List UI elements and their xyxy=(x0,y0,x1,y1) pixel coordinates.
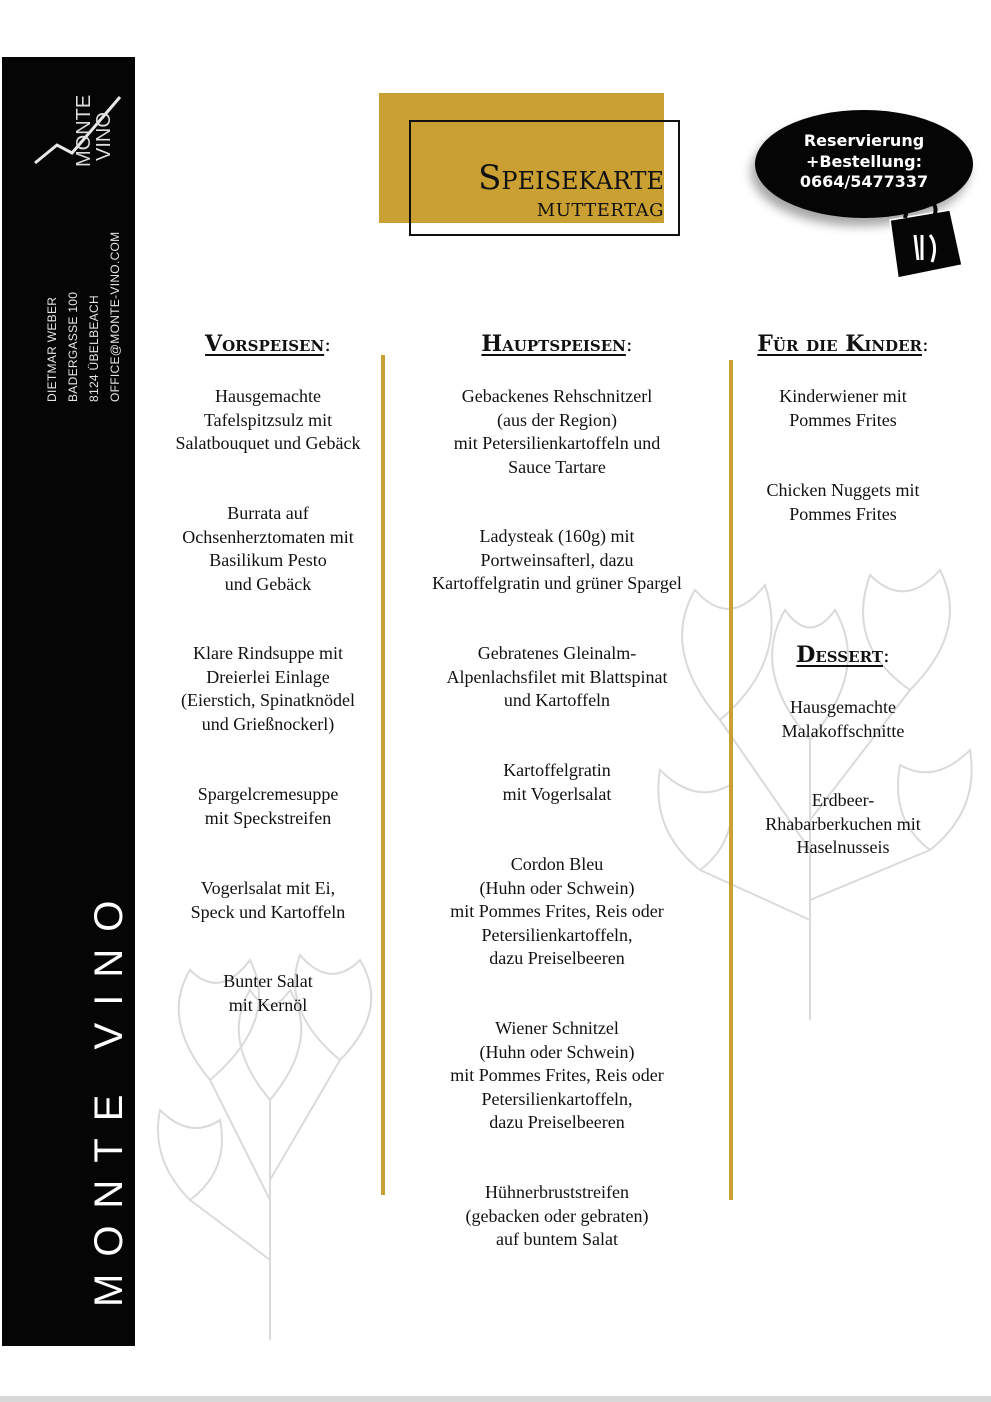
hauptspeise-item: Gebackenes Rehschnitzerl (aus der Region) mit Petersilienkartoffeln und Sauce Tartare xyxy=(453,386,661,477)
dessert-item: Hausgemachte Malakoffschnitte xyxy=(781,697,905,741)
hauptspeise-item: Gebratenes Gleinalm- Alpenlachsfilet mit Blattspinat und Kartoffeln xyxy=(446,643,668,710)
page-subtitle: MUTTERTAG xyxy=(536,200,664,221)
shopping-bag-icon xyxy=(880,190,965,280)
reservation-line2: +Bestellung: xyxy=(805,152,923,171)
vorspeise-item: Hausgemachte Tafelspitzsulz mit Salatbouquet und Gebäck xyxy=(175,386,361,453)
reservation-line1: Reservierung xyxy=(803,131,925,150)
column-divider-left xyxy=(381,355,385,1195)
hauptspeise-item: Wiener Schnitzel (Huhn oder Schwein) mit Pommes Frites, Reis oder Petersilienkartoffeln, dazu Preiselbeeren xyxy=(450,1018,664,1132)
svg-text:VINO: VINO xyxy=(93,112,115,161)
hauptspeise-item: Ladysteak (160g) mit Portweinsafterl, dazu Kartoffelgratin und grüner Spargel xyxy=(432,526,682,593)
page-title: Speisekarte xyxy=(478,158,664,198)
vorspeise-item: Bunter Salat mit Kernöl xyxy=(223,971,313,1015)
svg-text:MONTE: MONTE xyxy=(73,94,95,167)
hauptspeise-item: Kartoffelgratin mit Vogerlsalat xyxy=(502,760,612,804)
hauptspeise-item: Hühnerbruststreifen (gebacken oder gebraten) auf buntem Salat xyxy=(465,1182,649,1249)
kinder-item: Kinderwiener mit Pommes Frites xyxy=(779,386,907,430)
vorspeise-item: Klare Rindsuppe mit Dreierlei Einlage (Eierstich, Spinatknödel und Grießnockerl) xyxy=(181,643,355,734)
address-city: 8124 ÜBELBEACH xyxy=(87,295,101,402)
address-name: DIETMAR WEBER xyxy=(45,296,59,402)
dessert-heading: Dessert: xyxy=(796,642,890,668)
address-email: OFFICE@MONTE-VINO.COM xyxy=(108,231,122,402)
ginkgo-flower-left xyxy=(150,900,390,1340)
hauptspeisen-heading: Hauptspeisen: xyxy=(481,331,633,357)
kinder-heading: Für die Kinder: xyxy=(757,331,929,357)
page-bottom-edge xyxy=(0,1396,991,1402)
sidebar xyxy=(2,57,135,1346)
address-block xyxy=(42,102,126,402)
vorspeisen-heading: Vorspeisen: xyxy=(205,331,331,357)
column-divider-right xyxy=(729,360,733,1200)
hauptspeise-item: Cordon Bleu (Huhn oder Schwein) mit Pommes Frites, Reis oder Petersilienkartoffeln, dazu Preiselbeeren xyxy=(450,854,664,968)
vorspeise-item: Spargelcremesuppe mit Speckstreifen xyxy=(197,784,339,828)
brand-name: MONTE VINO xyxy=(87,883,131,1307)
vorspeise-item: Burrata auf Ochsenherztomaten mit Basilikum Pesto und Gebäck xyxy=(182,503,354,594)
kinder-item: Chicken Nuggets mit Pommes Frites xyxy=(766,480,920,524)
dessert-item: Erdbeer- Rhabarberkuchen mit Haselnusseis xyxy=(765,790,921,857)
reservation-phone: 0664/5477337 xyxy=(799,172,929,191)
address-street: BADERGASSE 100 xyxy=(66,291,80,402)
vorspeise-item: Vogerlsalat mit Ei, Speck und Kartoffeln xyxy=(190,878,346,922)
